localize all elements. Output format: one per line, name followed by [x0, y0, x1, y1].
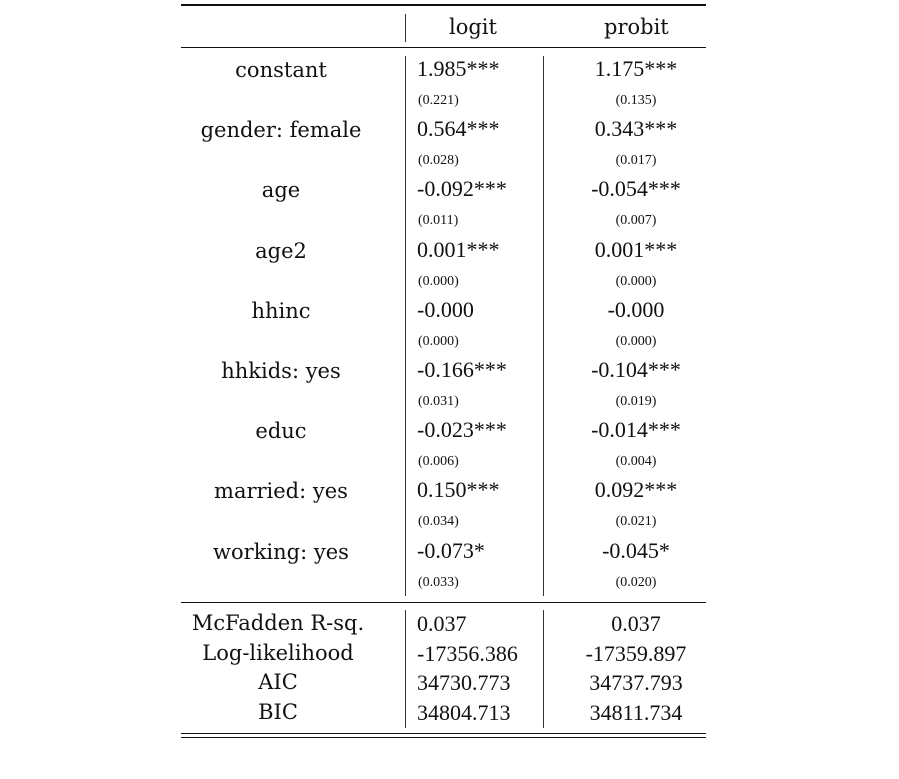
- logit-standard-error: (0.034): [418, 514, 459, 530]
- probit-standard-error: (0.017): [615, 153, 657, 169]
- logit-standard-error: (0.006): [418, 454, 459, 470]
- column-header-logit: logit: [449, 15, 497, 39]
- row-label: married: yes: [214, 479, 348, 504]
- probit-coefficient: -0.054***: [591, 176, 681, 202]
- row-label: working: yes: [213, 539, 349, 564]
- row-label: age: [261, 178, 301, 203]
- row-label: educ: [255, 419, 307, 444]
- stats-divider-2: [543, 610, 544, 728]
- logit-coefficient: -0.023***: [417, 417, 507, 443]
- row-label: constant: [235, 58, 327, 82]
- logit-stat-value: 0.037: [417, 611, 467, 636]
- stat-label: AIC: [258, 670, 298, 695]
- header-divider: [405, 14, 406, 42]
- logit-standard-error: (0.000): [418, 333, 459, 349]
- row-label: hhkids: yes: [221, 359, 341, 383]
- regression-table: [181, 4, 706, 744]
- probit-coefficient: -0.104***: [591, 357, 681, 382]
- probit-standard-error: (0.000): [615, 273, 657, 289]
- body-divider-2: [543, 56, 544, 596]
- probit-standard-error: (0.019): [615, 394, 657, 409]
- row-label: age2: [255, 238, 307, 263]
- logit-standard-error: (0.221): [418, 93, 459, 108]
- logit-standard-error: (0.028): [418, 153, 459, 169]
- logit-standard-error: (0.031): [418, 394, 459, 409]
- probit-coefficient: -0.045*: [602, 537, 670, 563]
- logit-coefficient: 0.564***: [417, 116, 500, 142]
- probit-coefficient: 1.175***: [594, 56, 678, 81]
- logit-coefficient: 1.985***: [417, 56, 500, 81]
- probit-standard-error: (0.000): [615, 333, 657, 349]
- logit-coefficient: 0.150***: [417, 477, 500, 503]
- logit-standard-error: (0.011): [418, 213, 459, 229]
- body-divider-1: [405, 56, 406, 596]
- logit-coefficient: 0.001***: [417, 236, 500, 262]
- probit-coefficient: -0.000: [607, 296, 665, 322]
- top-rule: [181, 4, 706, 6]
- probit-coefficient: 0.343***: [594, 116, 678, 142]
- logit-stat-value: 34804.713: [417, 699, 511, 725]
- row-label: hhinc: [251, 298, 311, 323]
- probit-stat-value: -17359.897: [585, 640, 687, 666]
- probit-standard-error: (0.021): [615, 514, 657, 530]
- logit-standard-error: (0.000): [418, 273, 459, 289]
- stat-label: BIC: [258, 699, 298, 724]
- logit-stat-value: -17356.386: [417, 640, 518, 666]
- logit-standard-error: (0.033): [418, 574, 459, 590]
- logit-coefficient: -0.092***: [417, 176, 507, 202]
- probit-standard-error: (0.135): [615, 93, 657, 108]
- probit-coefficient: 0.092***: [594, 477, 678, 503]
- header-rule: [181, 47, 706, 48]
- stat-label: McFadden R-sq.: [191, 611, 365, 635]
- column-header-probit: probit: [604, 15, 669, 39]
- probit-standard-error: (0.020): [615, 574, 657, 590]
- probit-coefficient: -0.014***: [591, 417, 681, 443]
- logit-coefficient: -0.073*: [417, 537, 485, 563]
- logit-coefficient: -0.166***: [417, 357, 507, 382]
- probit-stat-value: 0.037: [611, 611, 661, 636]
- probit-standard-error: (0.004): [615, 454, 657, 470]
- logit-coefficient: -0.000: [417, 296, 474, 322]
- logit-stat-value: 34730.773: [417, 670, 511, 696]
- probit-standard-error: (0.007): [615, 213, 657, 229]
- bottom-rule-1: [181, 733, 706, 734]
- probit-stat-value: 34811.734: [589, 699, 683, 725]
- stats-divider-1: [405, 610, 406, 728]
- row-label: gender: female: [200, 118, 362, 143]
- probit-coefficient: 0.001***: [594, 236, 678, 262]
- bottom-rule-2: [181, 737, 706, 738]
- probit-stat-value: 34737.793: [589, 670, 683, 696]
- stat-label: Log-likelihood: [202, 640, 354, 665]
- stats-rule: [181, 602, 706, 603]
